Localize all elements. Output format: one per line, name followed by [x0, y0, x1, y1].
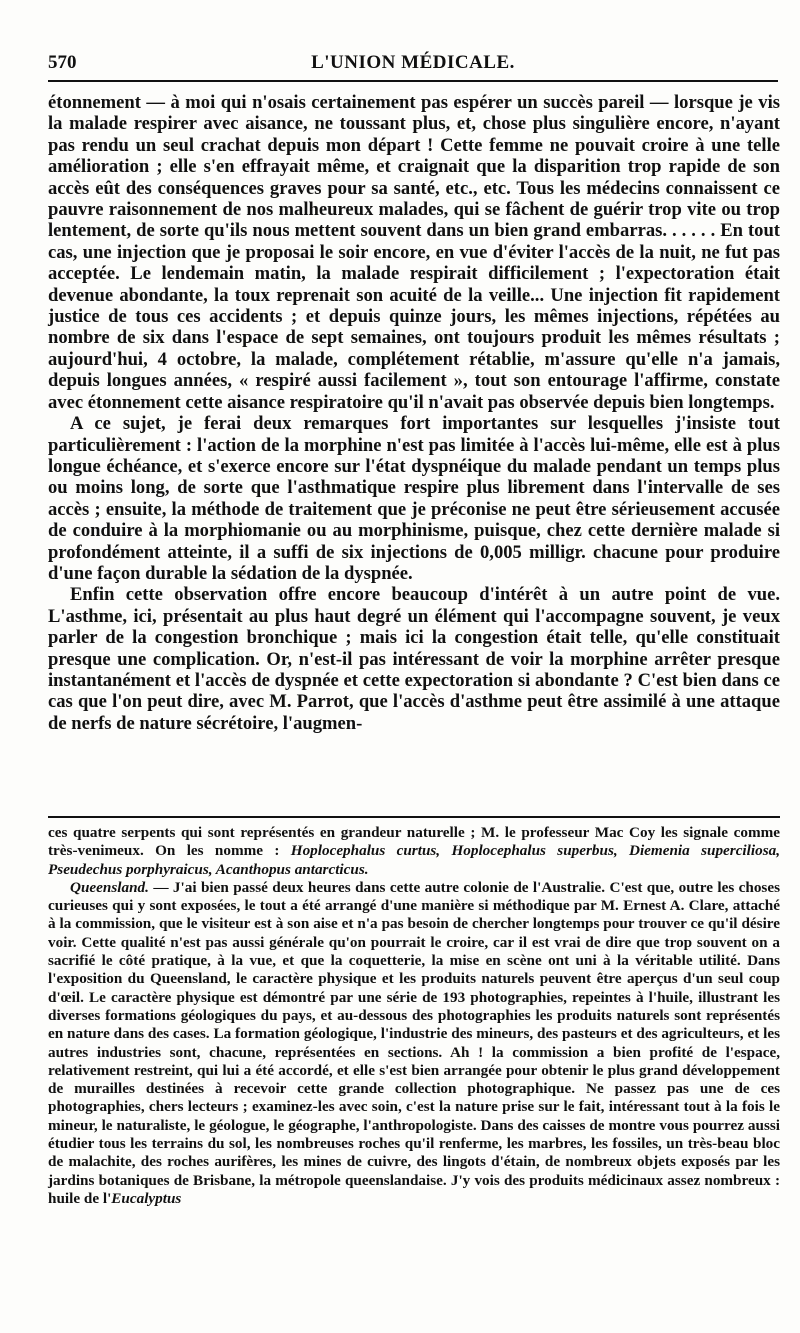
section-label-queensland: Queensland. — [70, 878, 149, 896]
main-paragraph-1: étonnement — à moi qui n'osais certainement pas espérer un succès pareil — lorsque je vis la malade respirer avec aisance, ne toussant plus, et, chose plus singulière encore, n'ayant pas rendu un seul crachat depuis mon départ ! Cette femme ne pouvait croire à une telle amélioration ; elle s'en effrayait même, et craignait que la disparition trop rapide de son accès eût des conséquences graves pour sa santé, etc., etc. Tous les médecins connaissent ce pauvre raisonnement de nos malheureux malades, qui se fâchent de guérir trop vite ou trop lentement, de sorte qu'ils nous mettent souvent dans un bien grand embarras. . . . . . En tout cas, une injection que je proposai le soir encore, en vue d'éviter l'accès de la nuit, ne fut pas acceptée. Le lendemain matin, la malade respirait difficilement ; l'expectoration était devenue abondante, la toux reprenait son acuité de la veille... Une injection fit rapidement justice de tous ces accidents ; et depuis quinze jours, les mêmes injections, répétées au nombre de six dans l'espace de sept semaines, ont toujours produit les mêmes résultats ; aujourd'hui, 4 octobre, la malade, complétement rétablie, m'assure qu'elle n'a jamais, depuis longues années, « respiré aussi facilement », tout son entourage l'affirme, constate avec étonnement cette aisance respiratoire qu'il n'avait pas observée depuis bien longtemps. — [48, 92, 780, 413]
feuilleton-paragraph-1 — [48, 824, 780, 879]
feuilleton-paragraph-2 — [48, 879, 780, 1208]
page-number: 570 — [48, 52, 77, 73]
running-title: L'UNION MÉDICALE. — [311, 52, 515, 73]
feuilleton-paragraph-1-text: ces quatre serpents qui sont représentés en grandeur naturelle ; M. le professeur Mac Coy les signale comme très-venimeux. On les nomme : — [48, 824, 780, 860]
snake-species-names: Hoplocephalus curtus, Hoplocephalus superbus, Diemenia superciliosa, Pseudechus porphyraicus, Acanthopus antarcticus. — [48, 842, 780, 878]
eucalyptus-word: Eucalyptus — [111, 1189, 182, 1207]
main-paragraph-3: Enfin cette observation offre encore beaucoup d'intérêt à un autre point de vue. L'asthme, ici, présentait au plus haut degré un élément qui l'accompagne souvent, je veux parler de la congestion bronchique ; mais ici la congestion était telle, qu'elle constituait presque une complication. Or, n'est-il pas intéressant de voir la morphine arrêter presque instantanément et l'accès de dyspnée et cette expectoration si abondante ? C'est bien dans ce cas que l'on peut dire, avec M. Parrot, que l'accès d'asthme peut être assimilé à une attaque de nerfs de nature sécrétoire, l'augmen- — [48, 584, 780, 734]
main-text — [48, 92, 780, 734]
feuilleton-paragraph-2-text: — J'ai bien passé deux heures dans cette autre colonie de l'Australie. C'est que, outre les choses curieuses qui y sont exposées, le tout a été arrangé d'une manière si méthodique par M. Ernest A. Clare, attaché à la commission, que le visiteur est à son aise et n'a pas besoin de chercher longtemps pour trouver ce qu'il désire voir. Cette qualité n'est pas aussi générale qu'on pourrait le croire, car il est vrai de dire que trop souvent on a sacrifié le côté pratique, à la vue, et que la coquetterie, la mise en scène ont uni à la véritable utilité. Dans l'exposition du Queensland, le caractère physique et les produits naturels peuvent être aperçus d'un seul coup d'œil. Le caractère physique est démontré par une série de 193 photographies, repeintes à l'huile, illustrant les diverses formations géologiques du pays, et au-dessous des photographies les produits naturels sont représentés en nature dans des cases. La formation géologique, l'industrie des mineurs, des pasteurs et des agriculteurs, et les autres industries sont, chacune, représentées en sections. Ah ! la commission a bien profité de l'espace, relativement restreint, qui lui a été accordé, et elle s'est bien arrangée pour obtenir le plus grand développement de murailles destinées à recevoir cette grande collection photographique. Ne passez pas une de ces photographies, chers lecteurs ; examinez-les avec soin, c'est la nature prise sur le fait, intéressant tout à la fois le mineur, le naturaliste, le géologue, le géographe, l'anthropologiste. Dans des caisses de montre vous pourrez aussi étudier tous les terrains du sol, les nombreuses roches qu'il renferme, les marbres, les fossiles, un très-beau bloc de malachite, des roches aurifères, les mines de cuivre, des lingots d'étain, de nombreux objets exposés par les jardins botaniques de Brisbane, la métropole queenslandaise. J'y vois des produits médicinaux assez nombreux : huile de l' — [48, 878, 780, 1207]
feuilleton-text — [48, 824, 780, 1208]
page-header — [48, 50, 778, 82]
feuilleton-divider — [48, 816, 780, 818]
main-paragraph-2: A ce sujet, je ferai deux remarques fort importantes sur lesquelles j'insiste tout particulièrement : l'action de la morphine n'est pas limitée à l'accès lui-même, elle est à plus longue échéance, et s'exerce encore sur l'état dyspnéique du malade pendant un temps plus ou moins long, de sorte que l'asthmatique respire plus librement dans l'intervalle de ses accès ; ensuite, la méthode de traitement que je préconise ne peut être sérieusement accusée de conduire à la morphiomanie ou au morphinisme, puisque, chez cette dernière malade si profondément atteinte, il a suffi de six injections de 0,005 milligr. chacune pour produire d'une façon durable la sédation de la dyspnée. — [48, 413, 780, 584]
